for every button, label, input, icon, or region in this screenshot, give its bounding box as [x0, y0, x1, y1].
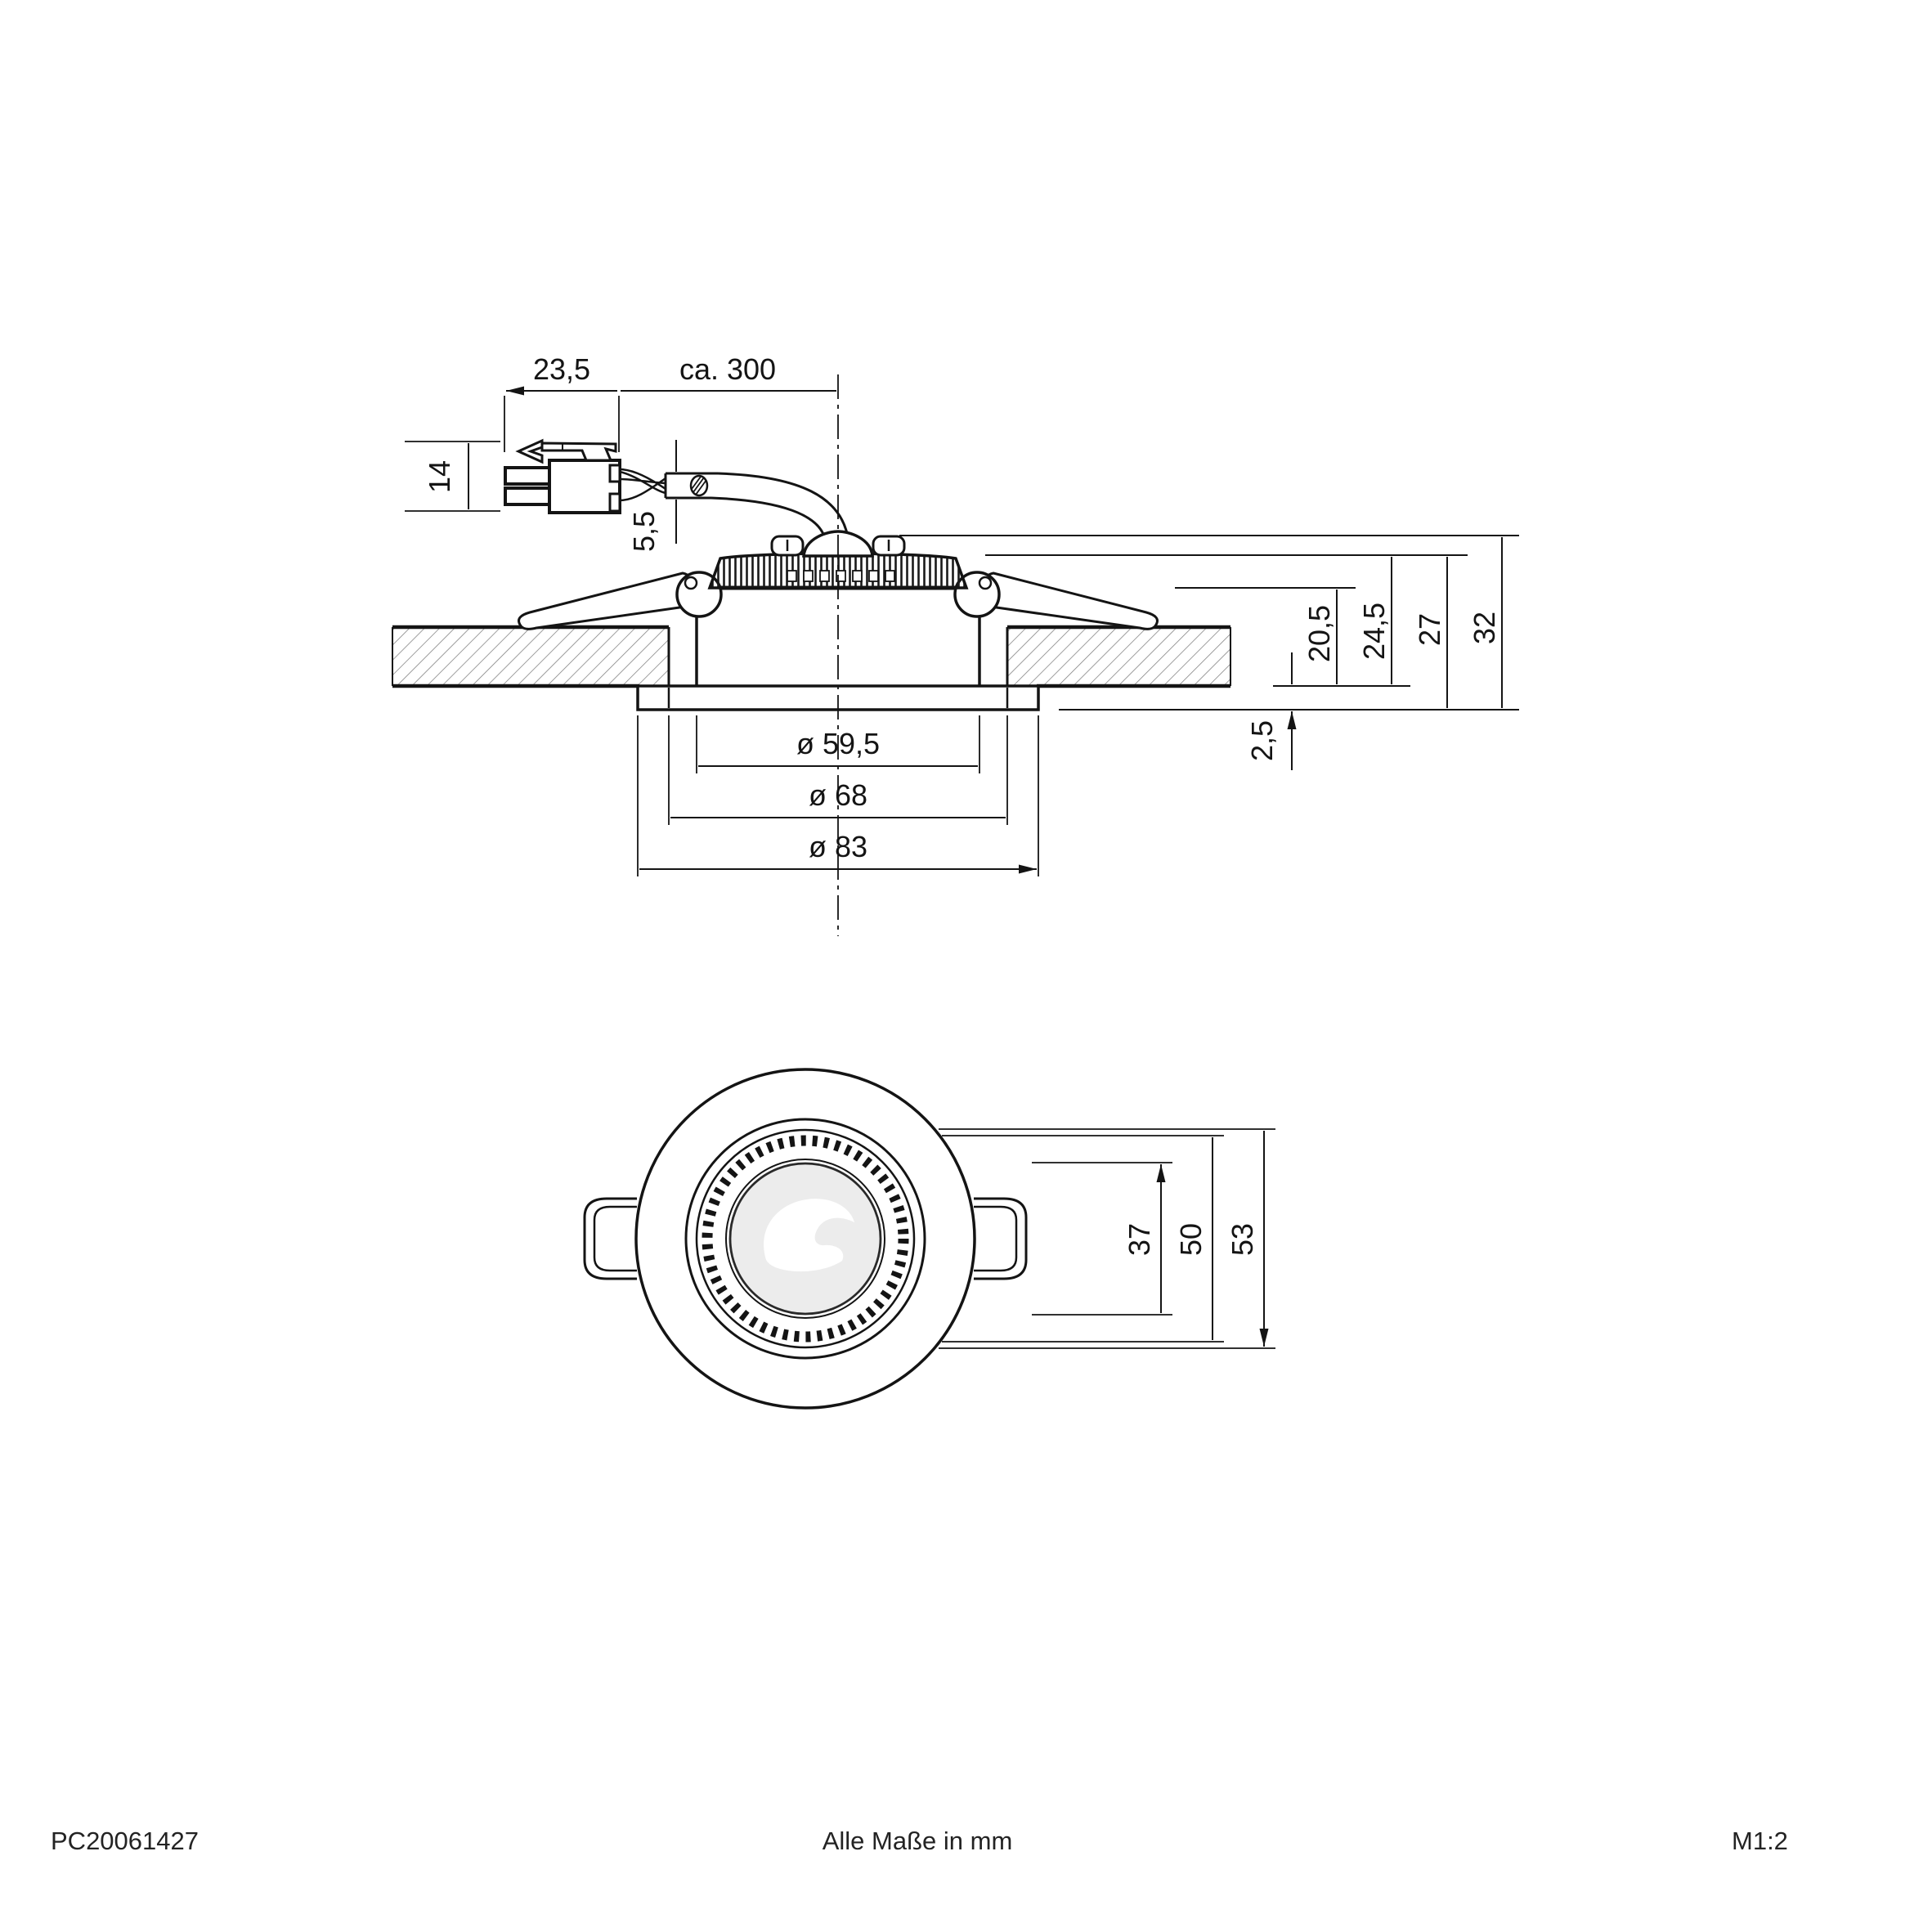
wires — [620, 469, 666, 500]
units-note: Alle Maße in mm — [822, 1827, 1013, 1855]
dim-height-with-trim: 27 — [1413, 612, 1446, 647]
connector-latch-plate — [542, 443, 616, 460]
tab-right-outer — [974, 1199, 1026, 1279]
clip-pivot-hole-left — [685, 577, 697, 589]
spring-clip-left — [519, 573, 701, 629]
connector-pin-upper — [505, 468, 549, 484]
cable-crimp-mark — [691, 476, 707, 495]
spring-clip-right — [975, 573, 1157, 629]
connector-latch-hook — [518, 441, 542, 462]
scale-note: M1:2 — [1732, 1827, 1788, 1855]
dim-dia-inner-ring: 50 — [1174, 1222, 1208, 1257]
document-number: PC20061427 — [51, 1827, 199, 1855]
dim-dia-cutout: ø 68 — [808, 778, 868, 812]
connector-pin-lower — [505, 488, 549, 504]
connector-seal-lower — [610, 494, 620, 511]
dim-trim-protrusion: 2,5 — [1245, 719, 1279, 762]
connector-seal-upper — [610, 465, 620, 482]
dim-connector-length: 23,5 — [532, 352, 591, 386]
dim-height-to-heatsink: 24,5 — [1357, 602, 1391, 661]
tab-left-outer — [585, 1199, 637, 1279]
ceiling-section — [392, 627, 1230, 686]
section-view — [392, 352, 1519, 936]
connector-plug — [505, 441, 620, 513]
ceiling-hatch-right — [1007, 627, 1230, 686]
tab-left-inner — [594, 1207, 637, 1271]
heatsink-connector-blocks — [787, 571, 894, 581]
ceiling-hatch-left — [392, 627, 669, 686]
dim-connector-height: 14 — [423, 459, 456, 494]
dim-dia-lens: 37 — [1123, 1222, 1156, 1257]
dim-cable-diameter: 5,5 — [627, 510, 661, 553]
dim-cable-length: ca. 300 — [679, 352, 777, 386]
dim-dia-bezel: 53 — [1226, 1222, 1259, 1257]
dim-dia-trim: ø 83 — [808, 830, 868, 863]
tab-right-inner — [974, 1207, 1016, 1271]
dim-dia-housing: ø 59,5 — [796, 727, 881, 760]
footer — [51, 1827, 1788, 1855]
dim-total-height: 32 — [1468, 611, 1501, 645]
cable-inner-curve — [711, 498, 826, 543]
dim-recess-depth: 20,5 — [1302, 604, 1336, 663]
clip-pivot-hole-right — [979, 577, 991, 589]
front-view — [585, 1069, 1275, 1408]
